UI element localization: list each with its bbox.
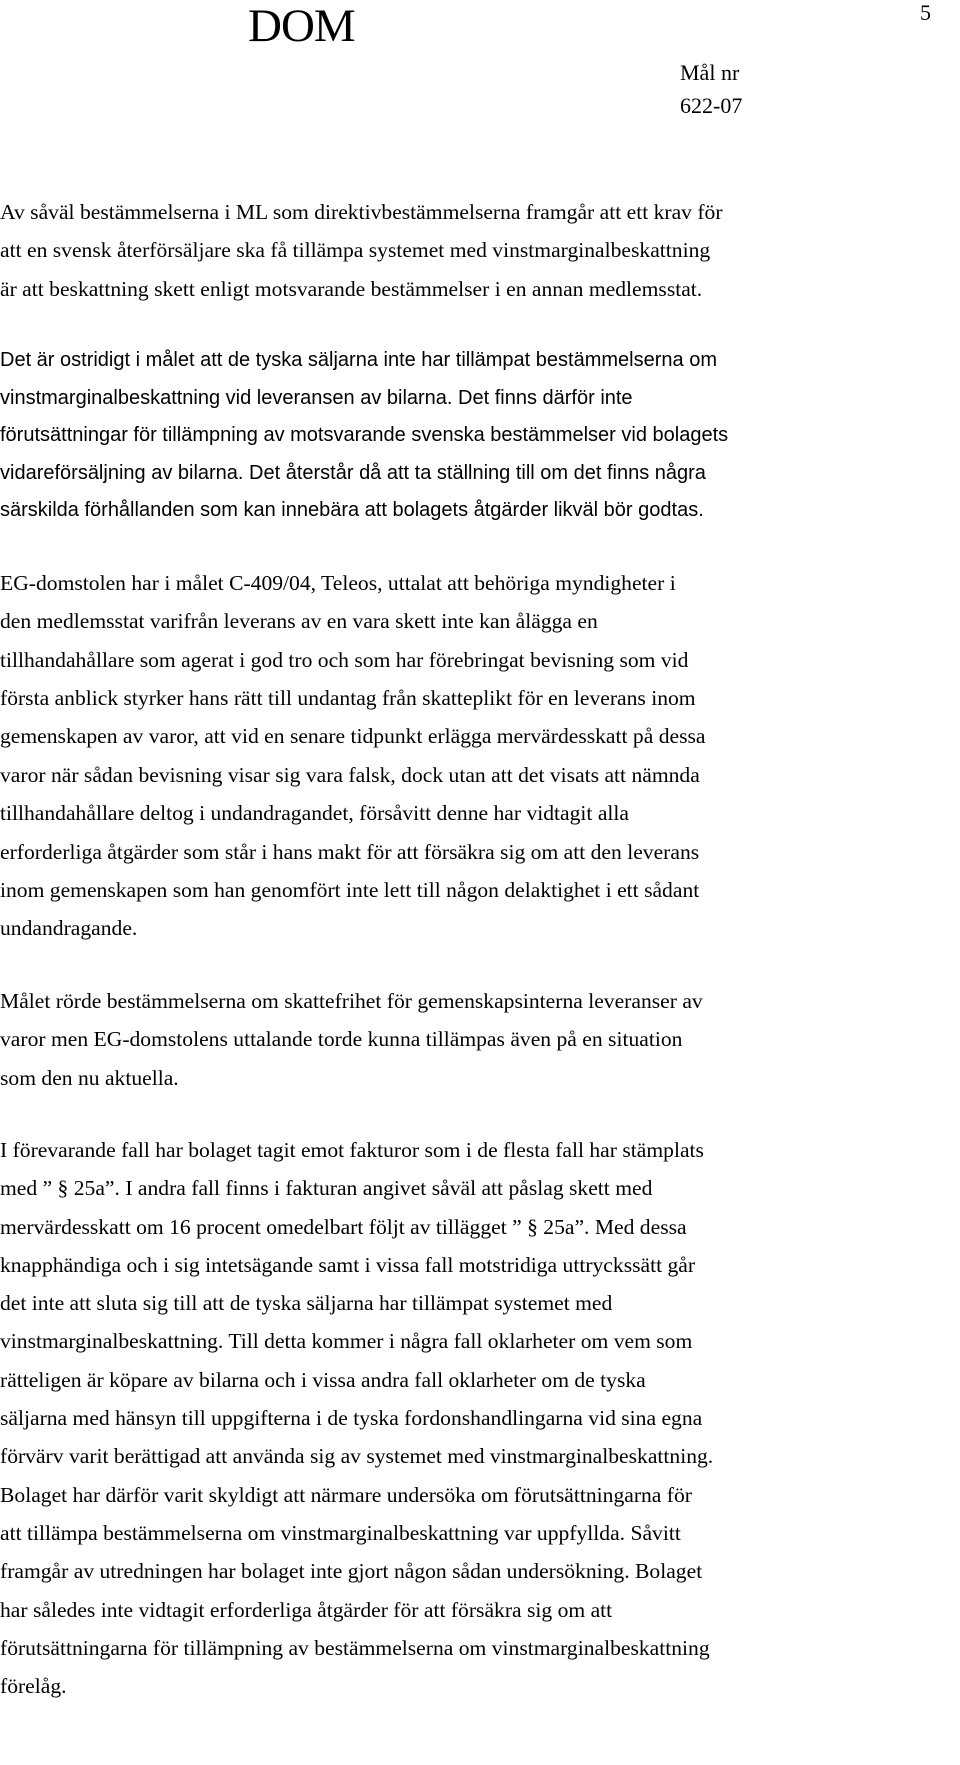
paragraph-5: I förevarande fall har bolaget tagit emot fakturor som i de flesta fall har stämplats med ” § 25a”. I andra fall finns i fakturan angivet såväl att påslag skett med mervärdesskatt om 16 procent omedelbart följt av tillägget ” § 25a”. Med dessa knapphändiga och i sig intetsägande samt i vissa fall motstridiga uttryckssätt går det inte att sluta sig till att de tyska säljarna har tillämpat systemet med vinstmarginalbeskattning. Till detta kommer i några fall oklarheter om vem som rätteligen är köpare av bilarna och i vissa andra fall oklarheter om de tyska säljarna med hänsyn till uppgifterna i de tyska fordonshandlingarna vid sina egna förvärv varit berättigad att använda sig av systemet med vinstmarginalbeskattning. Bolaget har därför varit skyldigt att närmare undersöka om förutsättningarna för att tillämpa bestämmelserna om vinstmarginalbeskattning var uppfyllda. Såvitt framgår av utredningen har bolaget inte gjort någon sådan undersökning. Bolaget har således inte vidtagit erforderliga åtgärder för att försäkra sig om att förutsättningarna för tillämpning av bestämmelserna om vinstmarginalbeskattning förelåg. bbox=[0, 1138, 714, 1699]
paragraph-4: Målet rörde bestämmelserna om skattefrihet för gemenskapsinterna leveranser av varor men EG-domstolens uttalande torde kunna tillämpas även på en situation som den nu aktuella. bbox=[0, 988, 703, 1090]
case-number: 622-07 bbox=[680, 93, 743, 118]
paragraph-2: Det är ostridigt i målet att de tyska säljarna inte har tillämpat bestämmelserna om vinstmarginalbeskattning vid leveransen av bilarna. Det finns därför inte förutsättningar för tillämpning av motsvarande svenska bestämmelser vid bolagets vidareförsäljning av bilarna. Det återstår då att ta ställning till om det finns några särskilda förhållanden som kan innebära att bolagets åtgärder likväl bör godtas. bbox=[0, 349, 729, 522]
paragraph-3: EG-domstolen har i målet C-409/04, Teleos, uttalat att behöriga myndigheter i den medlemsstat varifrån leverans av en vara skett inte kan ålägga en tillhandahållare som agerat i god tro och som har förebringat bevisning som vid första anblick styrker hans rätt till undantag från skatteplikt för en leverans inom gemenskapen av varor, att vid en senare tidpunkt erlägga mervärdesskatt på dessa varor när sådan bevisning visar sig vara falsk, dock utan att det visats att nämnda tillhandahållare deltog i undandragandet, försåvitt denne har vidtagit alla erforderliga åtgärder som står i hans makt för att försäkra sig om att den leverans inom gemenskapen som han genomfört inte lett till någon delaktighet i ett sådant undandragande. bbox=[0, 570, 706, 941]
document-body bbox=[0, 193, 960, 1739]
paragraph-1: Av såväl bestämmelserna i ML som direktivbestämmelserna framgår att ett krav för att en svensk återförsäljare ska få tillämpa systemet med vinstmarginalbeskattning är att beskattning skett enligt motsvarande bestämmelser i en annan medlemsstat. bbox=[0, 200, 723, 301]
case-number-label: Mål nr bbox=[680, 60, 740, 85]
document-title: DOM bbox=[248, 0, 355, 52]
page-number: 5 bbox=[920, 0, 931, 25]
